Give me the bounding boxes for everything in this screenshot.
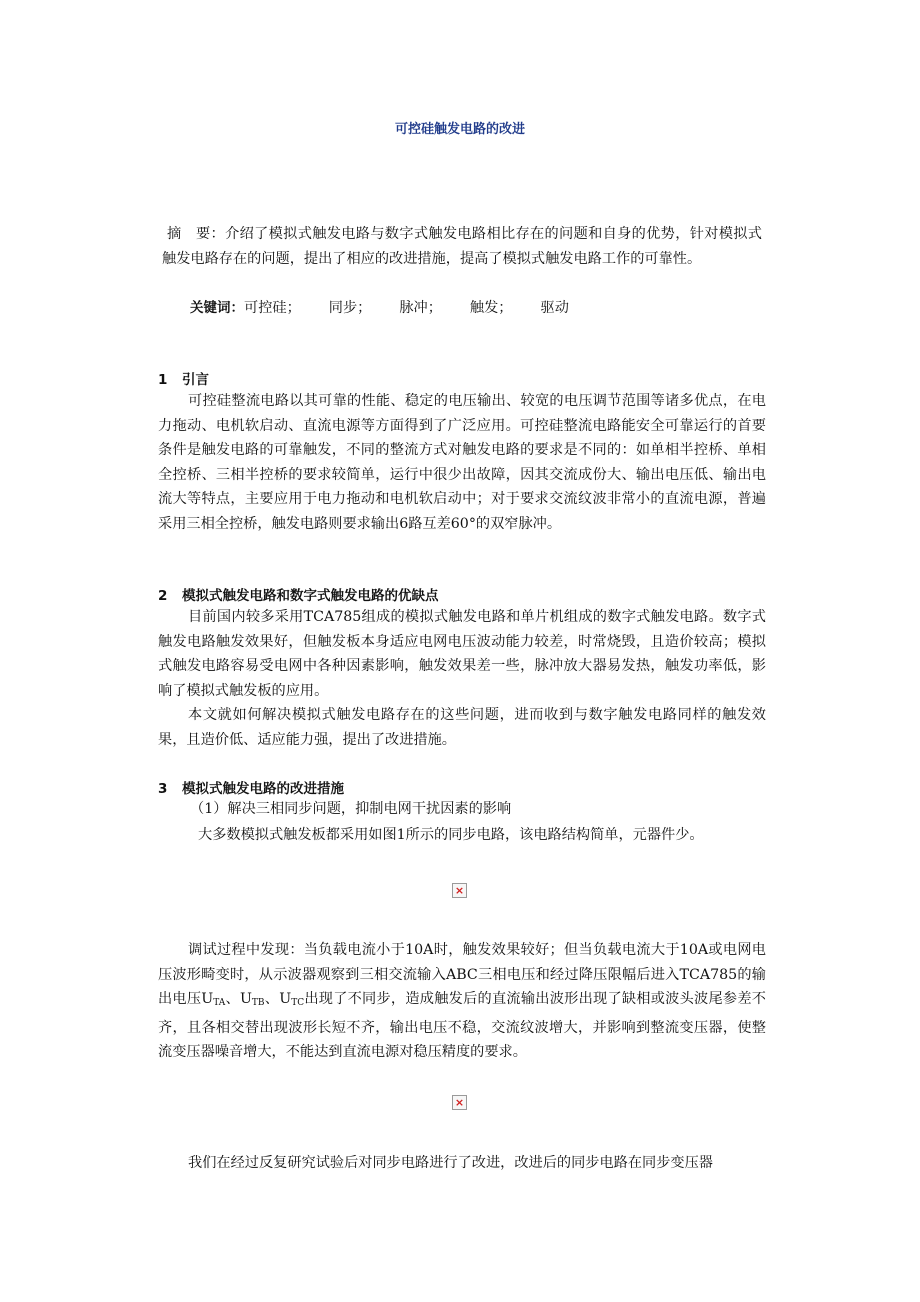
section-heading: [158, 368, 209, 388]
abstract-text: 介绍了模拟式触发电路与数字式触发电路相比存在的问题和自身的优势，针对模拟式触发电路存在的问题，提出了相应的改进措施，提高了模拟式触发电路工作的可靠性。: [162, 226, 762, 267]
keywords-line: [190, 296, 750, 321]
section-heading: [158, 584, 439, 604]
broken-image-icon: ×: [452, 883, 467, 898]
abstract: [162, 222, 762, 272]
paragraph: 大多数模拟式触发板都采用如图1所示的同步电路，该电路结构简单，元器件少。: [198, 827, 704, 843]
paragraph: 调试过程中发现：当负载电流小于10A时，触发效果较好；但当负载电流大于10A或电网电压波形畸变时，从示波器观察到三相交流输入ABC三相电压和经过降压限幅后进入TCA785的输出电压$U_{TA}$、$U_{TB}$、$U_{TC}$出现了不同步，造成触发后的直流输出波形出现了缺相或波头波尾参差不齐，且各相交替出现波形长短不齐，输出电压不稳，交流纹波增大，并影响到整流变压器，使整流变压器噪音增大，不能达到直流电源对稳压精度的要求。: [158, 942, 766, 1061]
section-title: 模拟式触发电路和数字式触发电路的优缺点: [182, 588, 439, 604]
keyword: 驱动: [540, 300, 569, 316]
keyword: 脉冲；: [399, 300, 442, 316]
sub-heading: （1）解决三相同步问题，抑制电网干扰因素的影响: [190, 801, 512, 817]
keyword: 触发；: [469, 300, 513, 316]
broken-image-icon: ×: [452, 1095, 467, 1110]
paragraph: 可控硅整流电路以其可靠的性能、稳定的电压输出、较宽的电压调节范围等诸多优点，在电力拖动、电机软启动、直流电源等方面得到了广泛应用。可控硅整流电路能安全可靠运行的首要条件是触发电路的可靠触发，不同的整流方式对触发电路的要求是不同的：如单相半控桥、单相全控桥、三相半控桥的要求较简单，运行中很少出故障，因其交流成份大、输出电压低、输出电流大等特点，主要应用于电力拖动和电机软启动中；对于要求交流纹波非常小的直流电源，普遍采用三相全控桥，触发电路则要求输出6路互差60°的双窄脉冲。: [158, 393, 766, 532]
section-heading: [158, 777, 344, 797]
section-number: 2: [158, 588, 168, 604]
paragraph: 本文就如何解决模拟式触发电路存在的这些问题，进而收到与数字触发电路同样的触发效果，且造价低、适应能力强，提出了改进措施。: [158, 707, 766, 748]
keyword: 同步；: [328, 300, 372, 316]
section-title: 引言: [182, 372, 209, 388]
page-title: 可控硅触发电路的改进: [394, 122, 525, 137]
paragraph: 目前国内较多采用TCA785组成的模拟式触发电路和单片机组成的数字式触发电路。数字式触发电路触发效果好，但触发板本身适应电网电压波动能力较差，时常烧毁，且造价较高；模拟式触发电路容易受电网中各种因素影响，触发效果差一些，脉冲放大器易发热，触发功率低，影响了模拟式触发板的应用。: [158, 609, 766, 699]
keywords-label: 关键词：: [190, 300, 244, 316]
paragraph: 我们在经过反复研究试验后对同步电路进行了改进，改进后的同步电路在同步变压器: [188, 1155, 713, 1171]
keyword: 可控硅；: [244, 300, 301, 316]
section-number: 1: [158, 372, 168, 388]
abstract-label: 摘 要：: [167, 226, 226, 242]
section-number: 3: [158, 781, 168, 797]
section-title: 模拟式触发电路的改进措施: [182, 781, 344, 797]
